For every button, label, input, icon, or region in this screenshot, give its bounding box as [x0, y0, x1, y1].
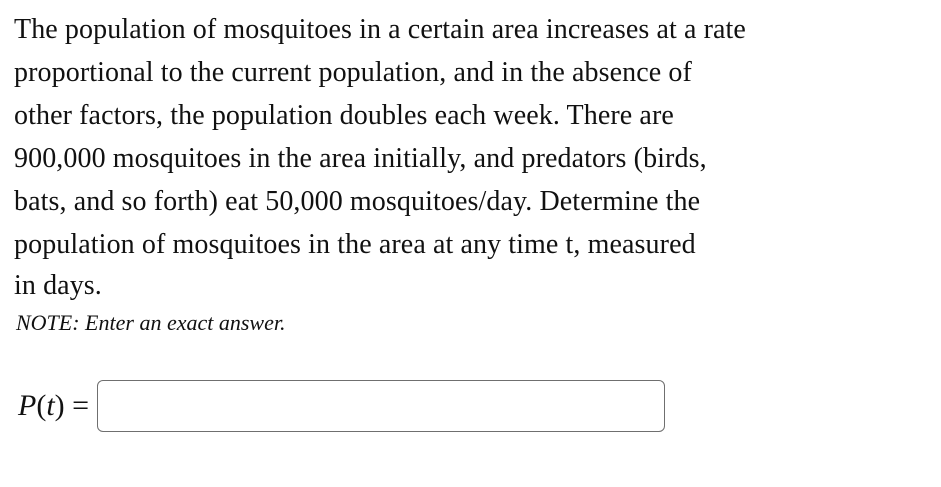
- problem-line: bats, and so forth) eat 50,000 mosquitoes/day. Determine the: [14, 186, 701, 217]
- problem-line: 900,000 mosquitoes in the area initially, and predators (birds,: [14, 143, 707, 174]
- answer-row: [18, 380, 665, 432]
- note-text: NOTE: Enter an exact answer.: [16, 310, 286, 335]
- variable-t: t: [46, 389, 55, 422]
- answer-label: [18, 389, 89, 423]
- equals-sign: =: [64, 389, 90, 422]
- function-name: P: [18, 389, 37, 422]
- problem-line: population of mosquitoes in the area at any time t, measured: [14, 229, 696, 260]
- problem-line: other factors, the population doubles each week. There are: [14, 100, 674, 131]
- open-paren: (: [36, 389, 47, 422]
- problem-line: The population of mosquitoes in a certain area increases at a rate: [14, 14, 746, 45]
- close-paren: ): [54, 389, 65, 422]
- problem-line: in days.: [14, 270, 102, 301]
- problem-statement: [14, 8, 929, 306]
- answer-input[interactable]: [97, 380, 665, 432]
- problem-line: proportional to the current population, and in the absence of: [14, 57, 692, 88]
